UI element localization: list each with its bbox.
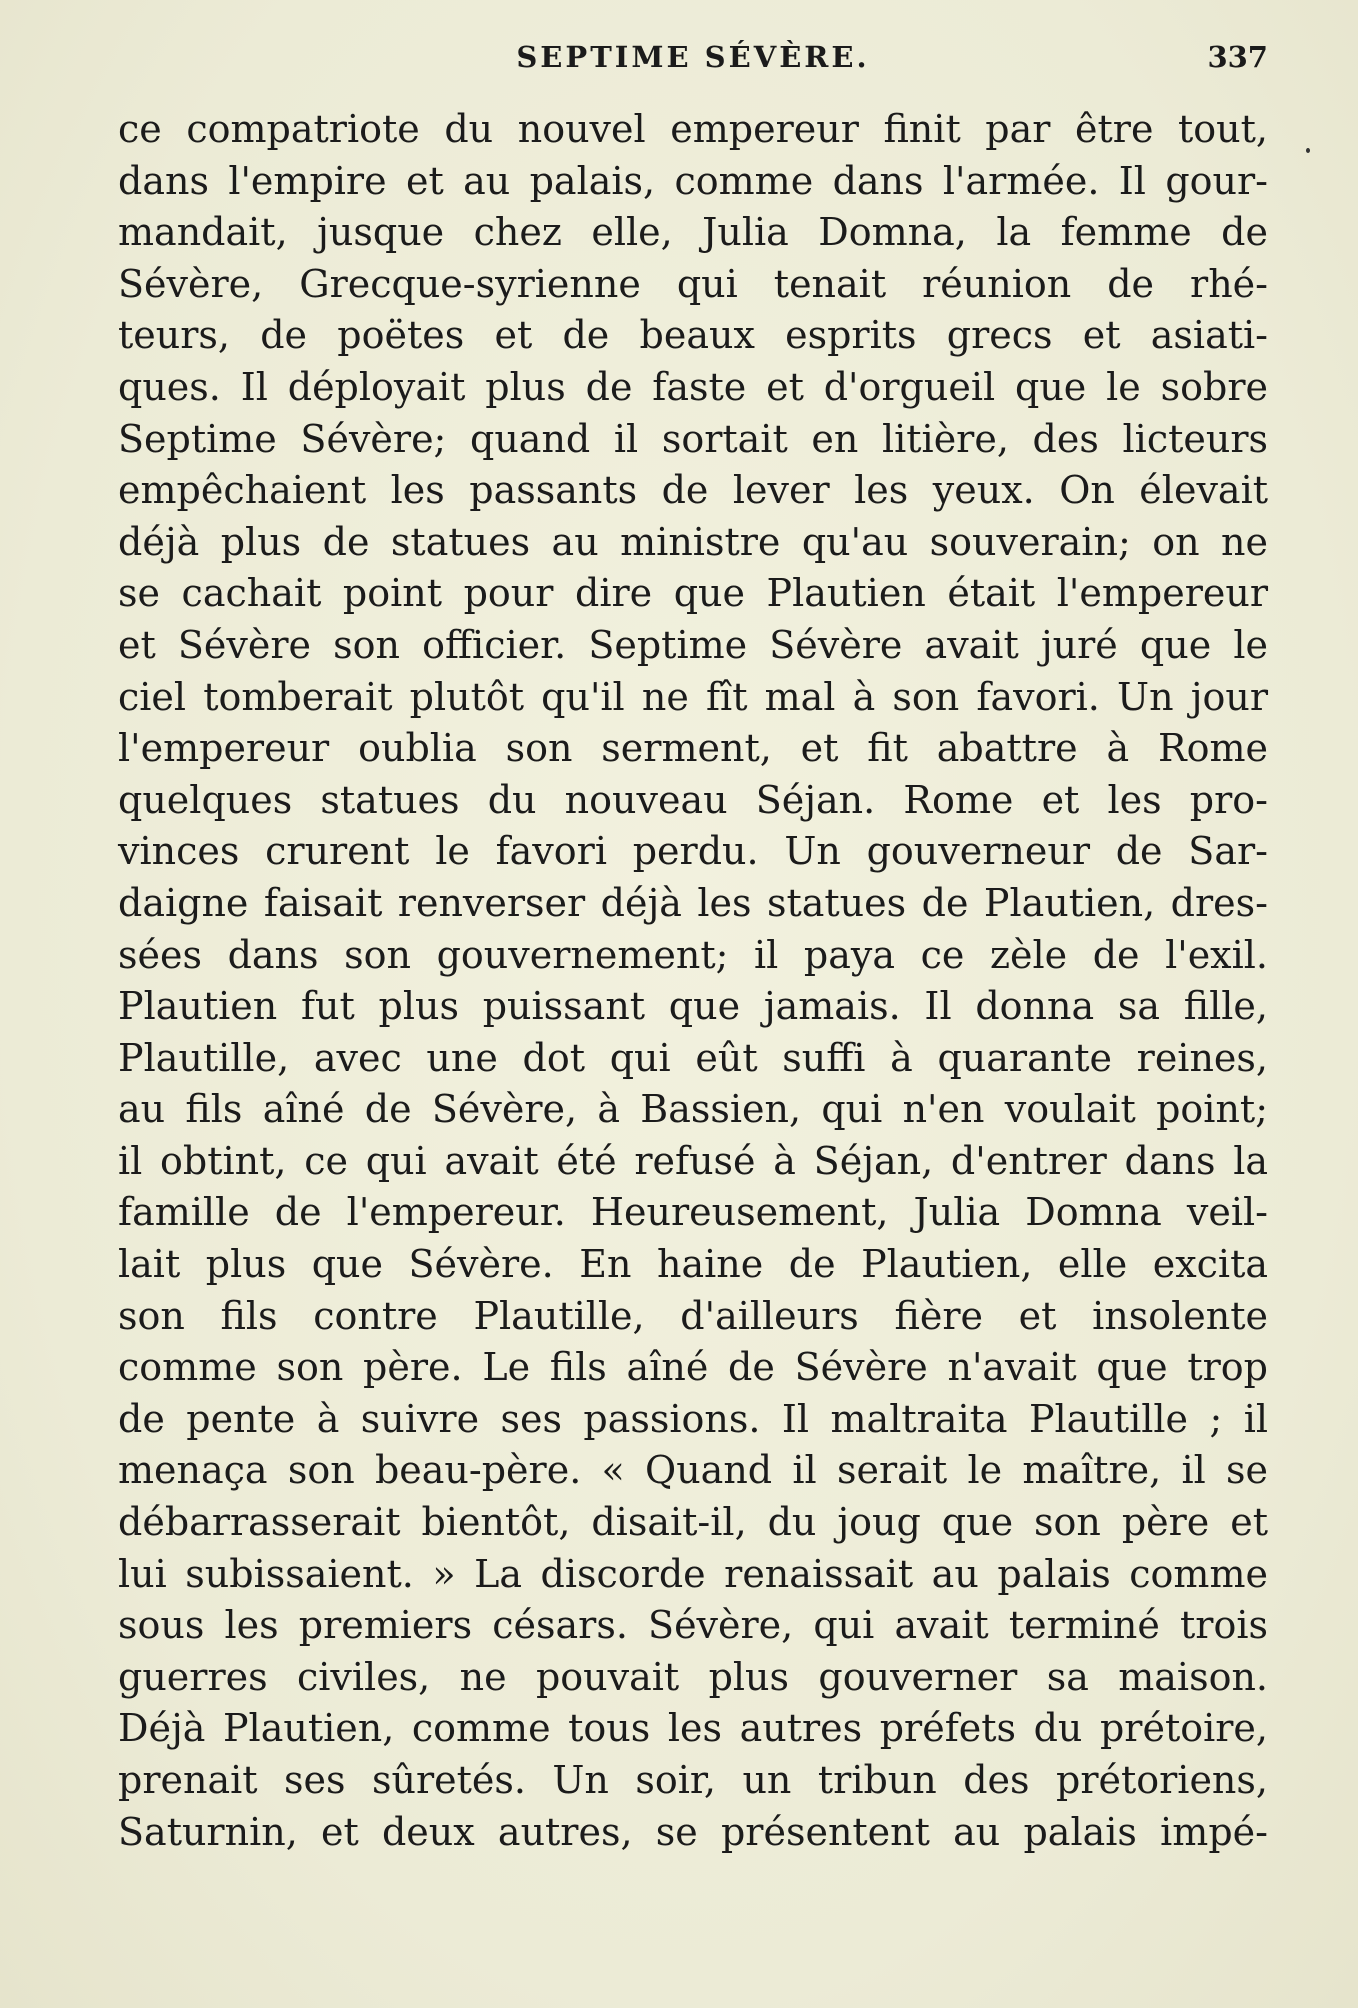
running-title: SEPTIME SÉVÈRE. — [516, 40, 870, 74]
text-line: comme son père. Le fils aîné de Sévère n'avait que trop — [118, 1345, 1268, 1390]
ink-speck — [1306, 148, 1310, 153]
text-line: Saturnin, et deux autres, se présentent au palais impé- — [118, 1809, 1268, 1854]
text-line: ce compatriote du nouvel empereur finit par être tout, — [118, 107, 1268, 151]
text-line: Plautille, avec une dot qui eût suffi à quarante reines, — [118, 1035, 1268, 1080]
page-number: 337 — [1207, 40, 1268, 74]
text-line: Plautien fut plus puissant que jamais. Il donna sa fille, — [118, 984, 1268, 1029]
text-line: se cachait point pour dire que Plautien était l'empereur — [118, 571, 1268, 616]
text-line: lait plus que Sévère. En haine de Plautien, elle excita — [118, 1242, 1268, 1287]
text-line: déjà plus de statues au ministre qu'au souverain; on ne — [118, 519, 1268, 564]
text-line: daigne faisait renverser déjà les statues de Plautien, dres- — [118, 880, 1268, 925]
text-line: empêchaient les passants de lever les yeux. On élevait — [118, 468, 1268, 513]
text-line: Septime Sévère; quand il sortait en litière, des licteurs — [118, 416, 1268, 461]
text-line: Déjà Plautien, comme tous les autres préfets du prétoire, — [118, 1706, 1268, 1751]
text-line: mandait, jusque chez elle, Julia Domna, la femme de — [118, 210, 1268, 255]
text-line: ques. Il déployait plus de faste et d'orgueil que le sobre — [118, 364, 1268, 409]
text-line: guerres civiles, ne pouvait plus gouverner sa maison. — [118, 1654, 1268, 1699]
text-line: lui subissaient. » La discorde renaissait au palais comme — [118, 1551, 1268, 1596]
text-line: son fils contre Plautille, d'ailleurs fière et insolente — [118, 1293, 1268, 1338]
text-line: menaça son beau-père. « Quand il serait le maître, il se — [118, 1448, 1268, 1493]
text-line: Sévère, Grecque-syrienne qui tenait réunion de rhé- — [118, 261, 1268, 306]
text-line: l'empereur oublia son serment, et fit abattre à Rome — [118, 726, 1268, 771]
text-line: vinces crurent le favori perdu. Un gouverneur de Sar- — [118, 829, 1268, 874]
text-line: de pente à suivre ses passions. Il maltraita Plautille ; il — [118, 1396, 1268, 1441]
body-text — [118, 104, 1268, 1858]
text-line: au fils aîné de Sévère, à Bassien, qui n'en voulait point; — [118, 1087, 1268, 1132]
text-line: dans l'empire et au palais, comme dans l'armée. Il gour- — [118, 158, 1268, 203]
text-line: famille de l'empereur. Heureusement, Julia Domna veil- — [118, 1190, 1268, 1235]
text-line: teurs, de poëtes et de beaux esprits grecs et asiati- — [118, 313, 1268, 358]
text-line: prenait ses sûretés. Un soir, un tribun des prétoriens, — [118, 1758, 1268, 1802]
text-line: sées dans son gouvernement; il paya ce zèle de l'exil. — [118, 932, 1268, 977]
text-line: il obtint, ce qui avait été refusé à Séjan, d'entrer dans la — [118, 1138, 1268, 1183]
page-header — [118, 40, 1268, 80]
text-line: quelques statues du nouveau Séjan. Rome et les pro- — [118, 777, 1268, 822]
text-line: et Sévère son officier. Septime Sévère avait juré que le — [118, 622, 1268, 667]
text-line: sous les premiers césars. Sévère, qui avait terminé trois — [118, 1603, 1268, 1648]
text-line: ciel tomberait plutôt qu'il ne fît mal à son favori. Un jour — [118, 674, 1268, 719]
text-line: débarrasserait bientôt, disait-il, du joug que son père et — [118, 1500, 1268, 1545]
